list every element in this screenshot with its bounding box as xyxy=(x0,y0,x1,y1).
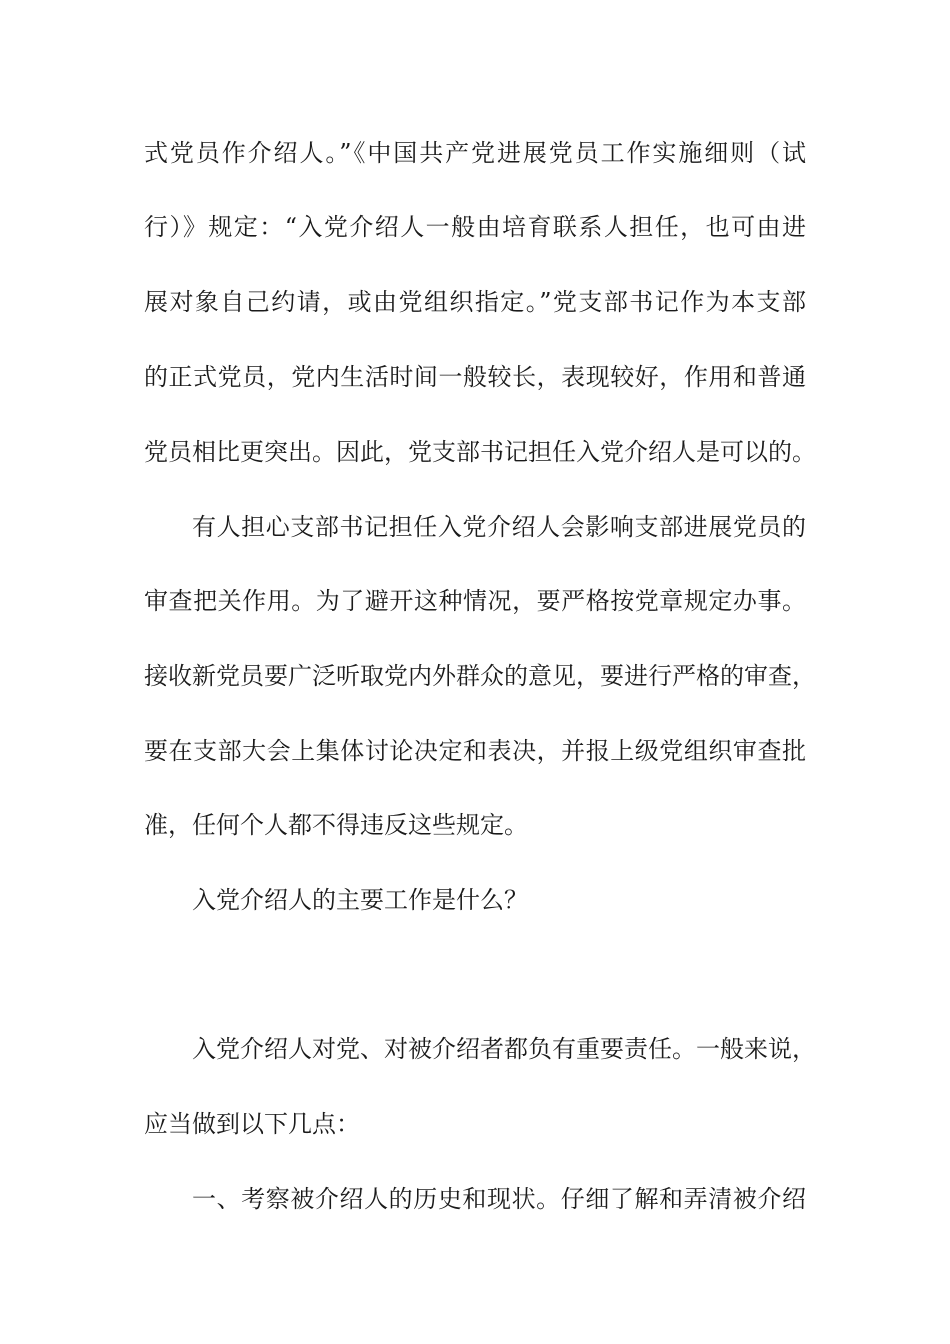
text-line-7: 审查把关作用。为了避开这种情况，要严格按党章规定办事。 xyxy=(144,587,806,615)
text-line-2: 行）》规定：“入党介绍人一般由培育联系人担任，也可由进 xyxy=(144,213,806,241)
text-line-14: 一、考察被介绍人的历史和现状。仔细了解和弄清被介绍 xyxy=(192,1185,806,1213)
text-line-13: 应当做到以下几点： xyxy=(144,1110,360,1138)
text-line-6: 有人担心支部书记担任入党介绍人会影响支部进展党员的 xyxy=(192,513,806,541)
text-line-9: 要在支部大会上集体讨论决定和表决，并报上级党组织审查批 xyxy=(144,737,806,765)
text-line-3: 展对象自己约请，或由党组织指定。”党支部书记作为本支部 xyxy=(144,288,806,316)
text-line-5: 党员相比更突出。因此，党支部书记担任入党介绍人是可以的。 xyxy=(144,438,816,466)
text-line-1: 式党员作介绍人。”《中国共产党进展党员工作实施细则（试 xyxy=(144,139,806,167)
text-line-4: 的正式党员，党内生活时间一般较长，表现较好，作用和普通 xyxy=(144,363,806,391)
text-line-8: 接收新党员要广泛听取党内外群众的意见，要进行严格的审查， xyxy=(144,662,816,690)
text-line-10: 准，任何个人都不得违反这些规定。 xyxy=(144,811,528,839)
text-line-12: 入党介绍人对党、对被介绍者都负有重要责任。一般来说， xyxy=(192,1035,816,1063)
section-heading: 入党介绍人的主要工作是什么？ xyxy=(192,886,528,914)
